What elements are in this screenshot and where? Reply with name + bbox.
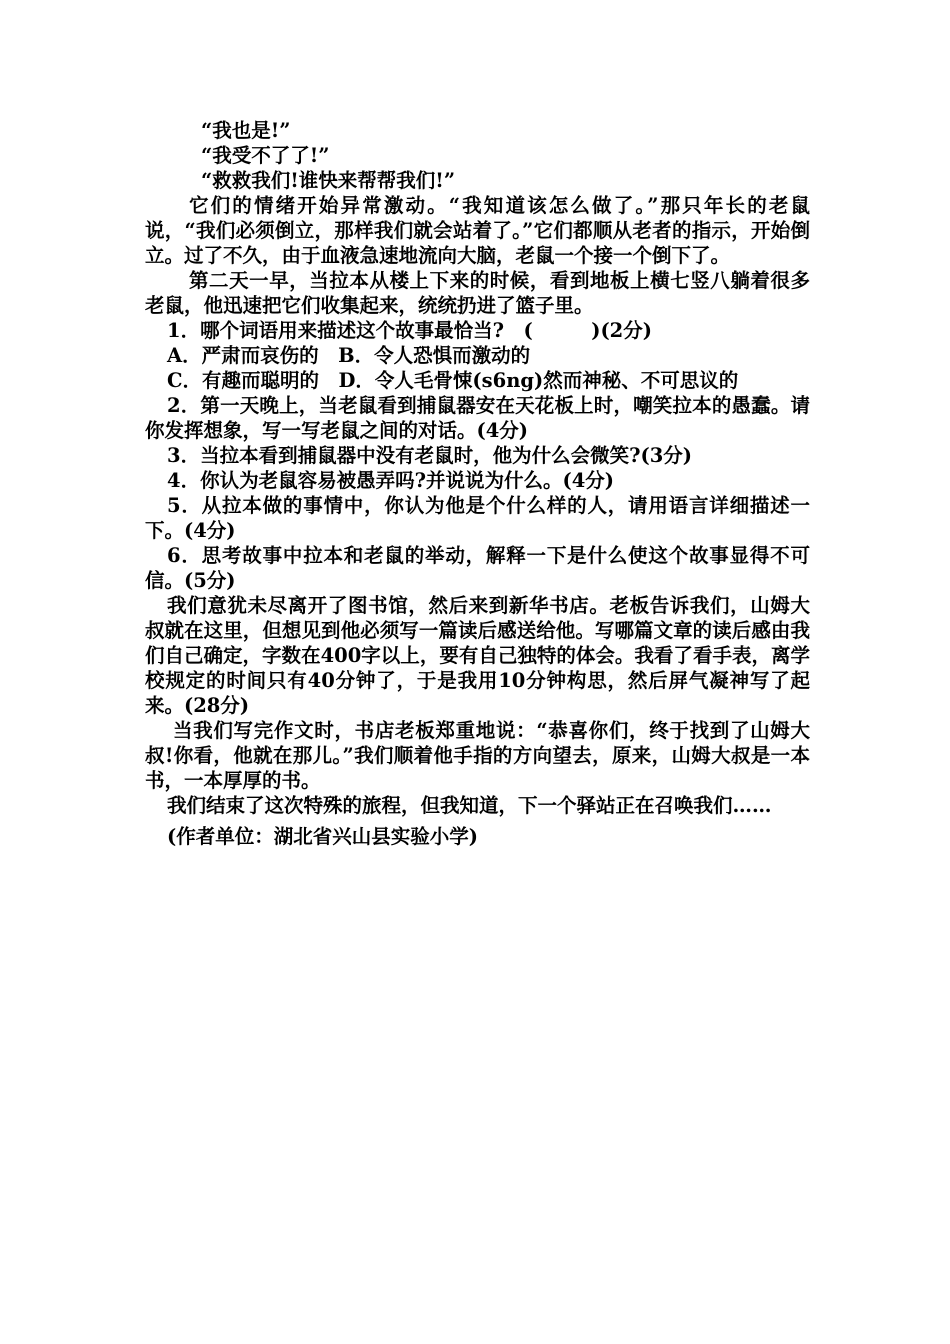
question-2: 2．第一天晚上，当老鼠看到捕鼠器安在天花板上时，嘲笑拉本的愚蠢。请你发挥想象，写一写老鼠之间的对话。(4分)	[145, 394, 810, 442]
document-page	[145, 118, 810, 849]
ending-paragraph: 我们意犹未尽离开了图书馆，然后来到新华书店。老板告诉我们，山姆大叔就在这里，但想见到他必须写一篇读后感送给他。写哪篇文章的读后感由我们自己确定，字数在400字以上，要有自己独特的体会。我看了看手表，离学校规定的时间只有40分钟了，于是我用10分钟构思，然后屏气凝神写了起来。(28分)	[145, 594, 810, 717]
question-3: 3．当拉本看到捕鼠器中没有老鼠时，他为什么会微笑?(3分)	[167, 444, 693, 467]
ending-paragraph: 我们结束了这次特殊的旅程，但我知道，下一个驿站正在召唤我们……	[167, 794, 772, 817]
story-paragraph: 第二天一早，当拉本从楼上下来的时候，看到地板上横七竖八躺着很多老鼠，他迅速把它们收集起来，统统扔进了篮子里。	[145, 269, 810, 317]
dialogue-line: “我也是!”	[201, 119, 291, 142]
question-6: 6．思考故事中拉本和老鼠的举动，解释一下是什么使这个故事显得不可信。(5分)	[145, 544, 810, 592]
author-affiliation: (作者单位：湖北省兴山县实验小学)	[167, 825, 478, 848]
question-4: 4．你认为老鼠容易被愚弄吗?并说说为什么。(4分)	[167, 469, 615, 492]
ending-paragraph: 当我们写完作文时，书店老板郑重地说：“恭喜你们，终于找到了山姆大叔!你看，他就在那儿。”我们顺着他手指的方向望去，原来，山姆大叔是一本书，一本厚厚的书。	[145, 719, 810, 792]
question-1: 1．哪个词语用来描述这个故事最恰当? ( )(2分)	[167, 319, 652, 342]
dialogue-line: “救救我们!谁快来帮帮我们!”	[201, 169, 456, 192]
question-1-options-ab: A．严肃而哀伤的 B．令人恐惧而激动的	[167, 344, 531, 367]
dialogue-line: “我受不了了!”	[201, 144, 330, 167]
question-5: 5．从拉本做的事情中，你认为他是个什么样的人，请用语言详细描述一下。(4分)	[145, 494, 810, 542]
story-paragraph: 它们的情绪开始异常激动。“我知道该怎么做了。”那只年长的老鼠说，“我们必须倒立，那样我们就会站着了。”它们都顺从老者的指示，开始倒立。过了不久，由于血液急速地流向大脑，老鼠一个接一个倒下了。	[145, 194, 810, 267]
question-1-options-cd: C．有趣而聪明的 D．令人毛骨悚(s6ng)然而神秘、不可思议的	[167, 369, 739, 392]
